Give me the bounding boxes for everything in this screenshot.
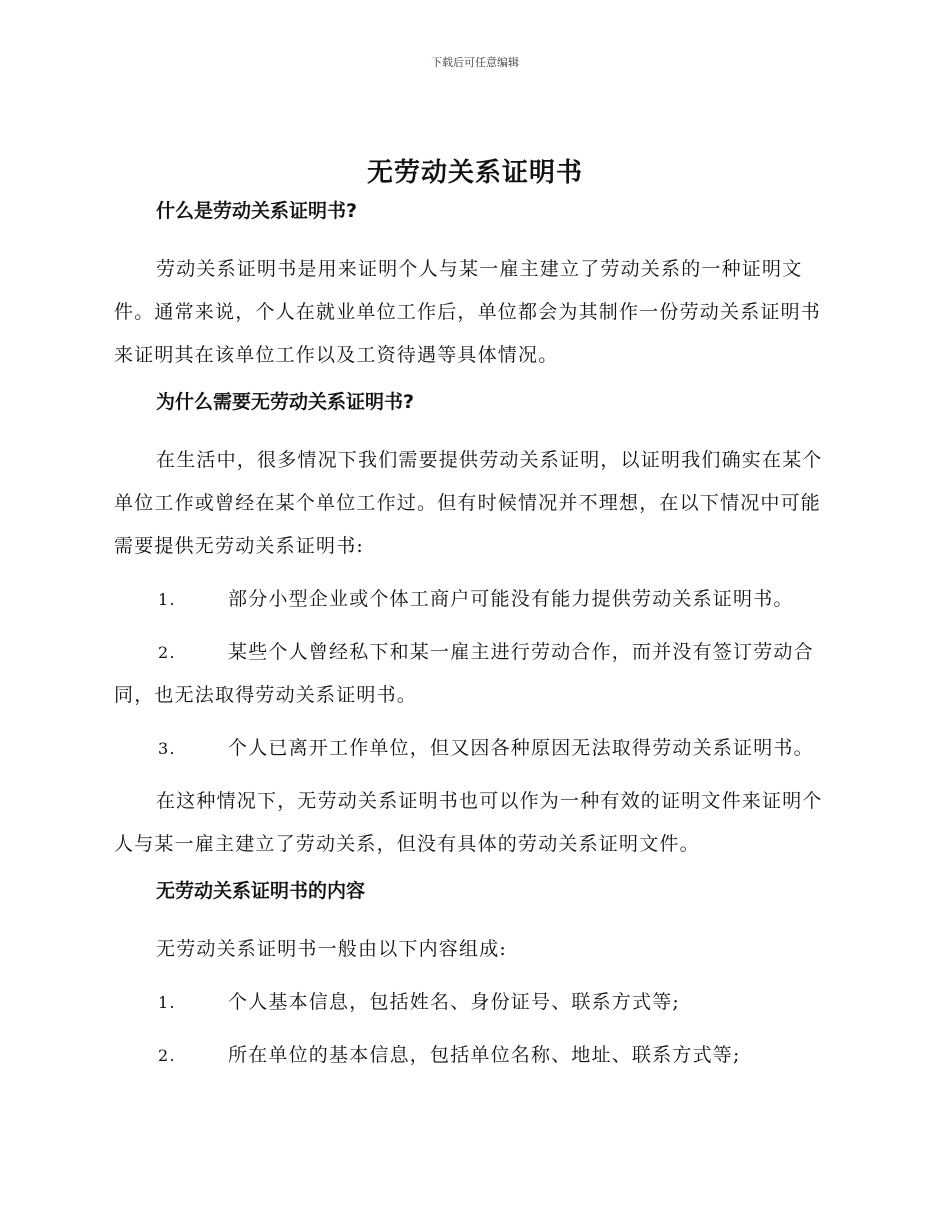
paragraph-definition: 劳动关系证明书是用来证明个人与某一雇主建立了劳动关系的一种证明文件。通常来说，个人在就业单位工作后，单位都会为其制作一份劳动关系证明书来证明其在该单位工作以及工资待遇等具体情况。 (114, 258, 822, 366)
section-heading-what-is: 什么是劳动关系证明书? (156, 200, 358, 222)
document-title: 无劳动关系证明书 (366, 158, 583, 188)
section-heading-why-needed: 为什么需要无劳动关系证明书? (156, 391, 415, 413)
list-item (114, 631, 836, 717)
list-item-text: 个人基本信息，包括姓名、身份证号、联系方式等; (228, 991, 681, 1013)
list-item-text: 部分小型企业或个体工商户可能没有能力提供劳动关系证明书。 (228, 588, 794, 610)
list-item-number: 1. (158, 590, 176, 609)
list-item-number: 2. (158, 643, 176, 662)
list-item-text: 所在单位的基本信息，包括单位名称、地址、联系方式等; (228, 1044, 741, 1066)
list-item-text: 个人已离开工作单位，但又因各种原因无法取得劳动关系证明书。 (228, 737, 814, 759)
list-item (114, 578, 836, 621)
list-item (114, 1034, 836, 1077)
header-note: 下载后可任意编辑 (431, 56, 519, 69)
list-item-number: 1. (158, 993, 176, 1012)
list-item-number: 2. (158, 1046, 176, 1065)
document-body (114, 196, 836, 1087)
paragraph-in-this-case: 在这种情况下，无劳动关系证明书也可以作为一种有效的证明文件来证明个人与某一雇主建立了劳动关系，但没有具体的劳动关系证明文件。 (114, 790, 823, 855)
paragraph-why-needed: 在生活中，很多情况下我们需要提供劳动关系证明，以证明我们确实在某个单位工作或曾经在某个单位工作过。但有时候情况并不理想，在以下情况中可能需要提供无劳动关系证明书: (114, 449, 823, 557)
paragraph-contents-intro: 无劳动关系证明书一般由以下内容组成: (156, 938, 508, 960)
list-item (114, 727, 836, 770)
list-item (114, 981, 836, 1024)
list-item-number: 3. (158, 739, 176, 758)
section-heading-contents: 无劳动关系证明书的内容 (156, 880, 366, 902)
list-item-text: 某些个人曾经私下和某一雇主进行劳动合作，而并没有签订劳动合同，也无法取得劳动关系证明书。 (114, 641, 814, 706)
